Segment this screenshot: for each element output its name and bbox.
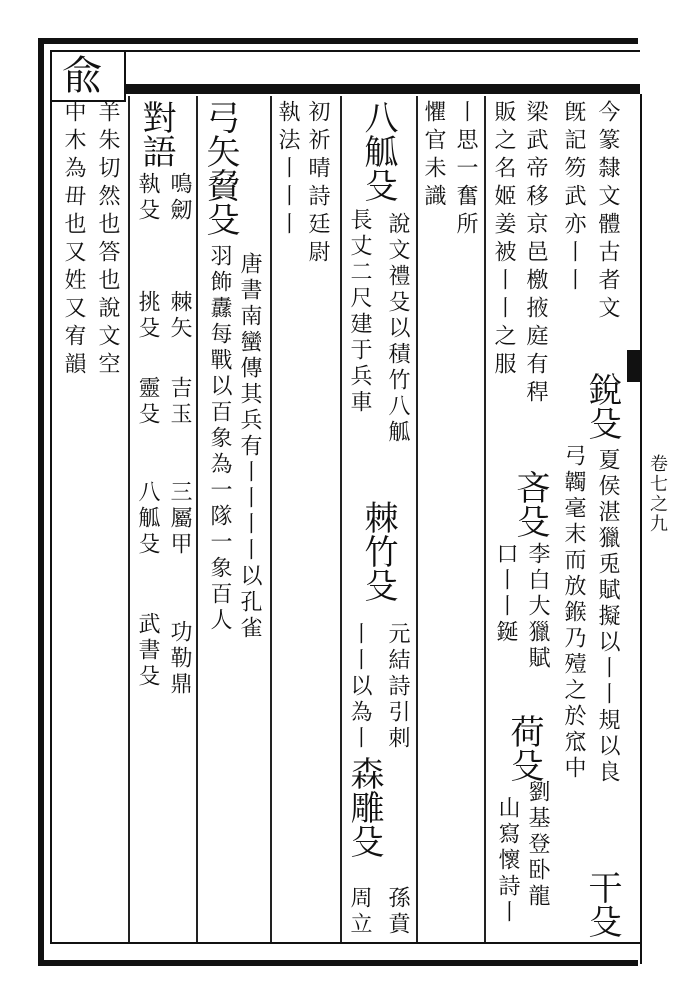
text-column: 丨思一奮所 xyxy=(453,100,478,240)
column-rule xyxy=(484,96,486,942)
headword-entry: 弓矢䝱殳 xyxy=(200,100,240,236)
column-rule xyxy=(270,96,272,942)
headword-entry: 荷殳 xyxy=(504,714,544,782)
section-title: 對語 xyxy=(136,100,176,168)
text-column: 執殳 xyxy=(135,172,160,224)
text-column: 長丈二尺建于兵車 xyxy=(347,208,372,416)
text-column: 弓韣毫末而放鍭乃殪之於窊中 xyxy=(561,444,586,782)
headword-entry: 森雕殳 xyxy=(344,756,384,858)
text-column: 挑殳 xyxy=(135,290,160,342)
text-column: 吉玉 xyxy=(167,376,192,428)
headword-entry: 棘竹殳 xyxy=(358,500,398,602)
text-column: 周立 xyxy=(347,886,372,938)
text-column: 初祈晴詩廷尉 xyxy=(305,100,330,268)
column-rule xyxy=(340,96,342,942)
headword-entry: 銳殳 xyxy=(582,372,622,440)
text-column: 李白大獵賦 xyxy=(525,542,550,672)
text-column: 梁武帝移京邑檄掖庭有稈 xyxy=(523,100,548,408)
text-column: 羽飾纛每戰以百象為一隊一象百人 xyxy=(207,244,232,634)
header-bar xyxy=(126,84,640,94)
text-column: 說文禮殳以積竹八觚 xyxy=(385,212,410,446)
text-column: 懼官未識 xyxy=(421,100,446,212)
column-rule xyxy=(196,96,198,942)
column-rule xyxy=(128,96,130,942)
text-column: 唐書南蠻傳其兵有丨丨丨丨以孔雀 xyxy=(237,252,262,642)
text-column: 口丨丨鋋 xyxy=(493,542,518,646)
text-column: 靈殳 xyxy=(135,376,160,428)
text-column: 執法丨丨丨 xyxy=(275,100,300,240)
headword-entry: 吝殳 xyxy=(510,470,550,538)
text-column: 羊朱切然也答也說文空 xyxy=(95,100,120,380)
text-column: 孫賁 xyxy=(385,886,410,938)
text-column: 今篆隸文體古者文 xyxy=(595,100,620,324)
text-column: 三屬甲 xyxy=(167,480,192,558)
text-column: 旣記笏武亦丨丨 xyxy=(561,100,586,296)
text-column: 棘矢 xyxy=(167,290,192,342)
text-column: 劉基登卧龍 xyxy=(525,780,550,910)
text-column: 夏侯湛獵兎賦擬以丨丨規以良 xyxy=(595,448,620,786)
text-column: 丨丨以為丨 xyxy=(347,622,372,752)
headword-char: 兪 xyxy=(62,53,102,99)
text-column: 八觚殳 xyxy=(135,480,160,558)
text-column: 山寫懷詩丨 xyxy=(495,796,520,926)
text-column: 功勒鼎 xyxy=(167,620,192,698)
text-column: 中木為毌也又姓又宥韻 xyxy=(61,100,86,380)
volume-label: 卷七之九 xyxy=(647,454,668,534)
text-column: 販之名姬姜被丨丨之服 xyxy=(491,100,516,380)
headword-entry: 八觚殳 xyxy=(358,100,398,202)
fishtail-mark xyxy=(627,350,642,382)
page-edge-line xyxy=(640,94,642,964)
column-rule xyxy=(416,96,418,942)
text-column: 鳴劒 xyxy=(167,172,192,224)
text-column: 武書殳 xyxy=(135,612,160,690)
headword-entry: 干殳 xyxy=(582,870,622,938)
text-column: 元結詩引刺 xyxy=(385,622,410,752)
